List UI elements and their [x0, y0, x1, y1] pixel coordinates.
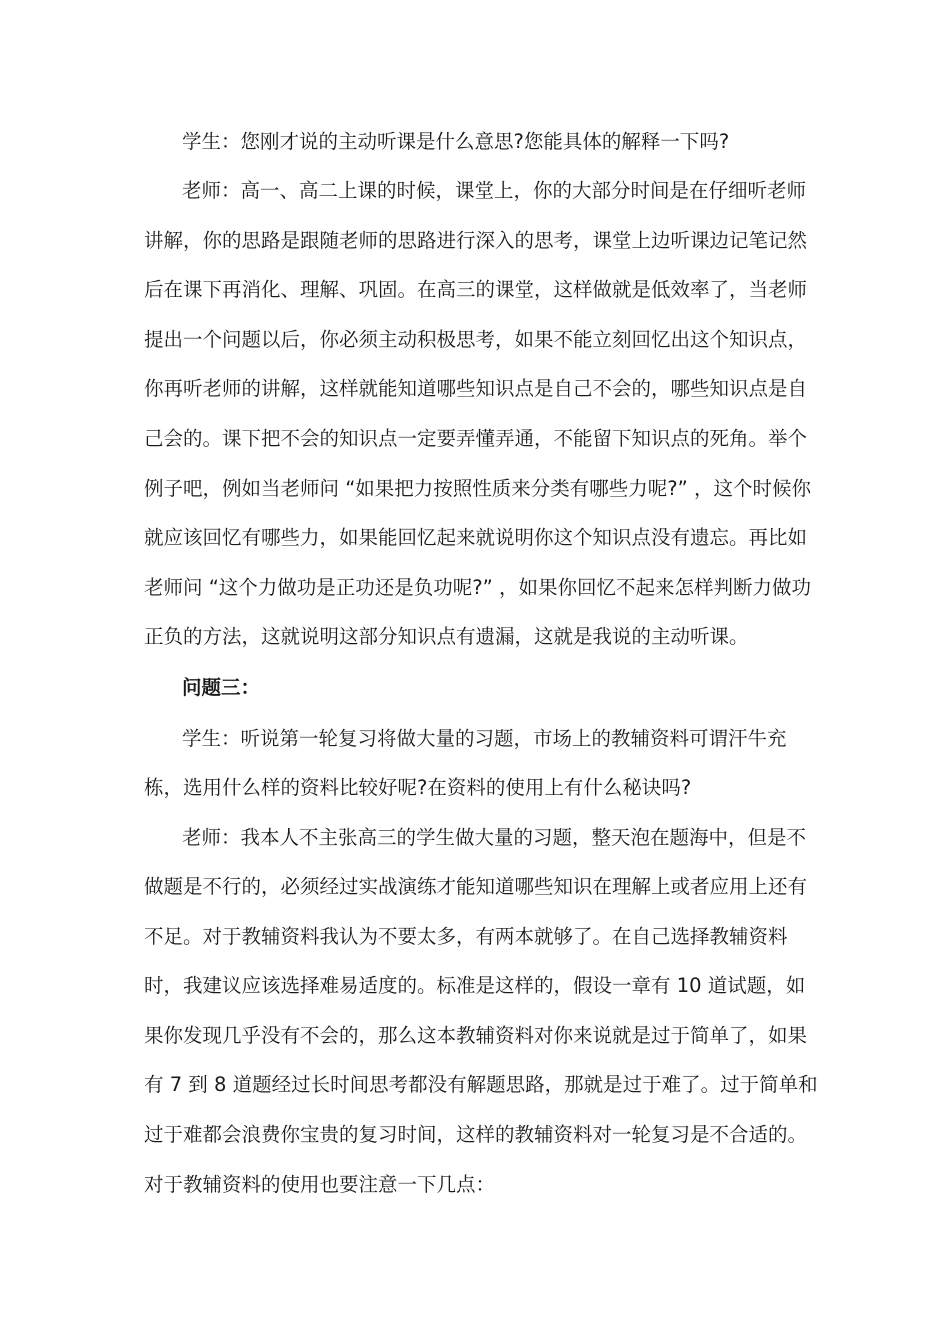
paragraph-teacher-answer-line: 老师：我本人不主张高三的学生做大量的习题，整天泡在题海中，但是不 — [182, 826, 807, 849]
text-line: 时，我建议应该选择难易适度的。标准是这样的，假设一章有 10 道试题，如 — [144, 974, 806, 997]
text-line: 老师问 “这个力做功是正功还是负功呢?” ，如果你回忆不起来怎样判断力做功 — [144, 576, 811, 599]
text-line: 过于难都会浪费你宝贵的复习时间，这样的教辅资料对一轮复习是不合适的。 — [144, 1123, 808, 1146]
text-line: 对于教辅资料的使用也要注意一下几点： — [144, 1173, 496, 1196]
section-heading: 问题三： — [182, 676, 261, 699]
paragraph-student-question-line: 学生：听说第一轮复习将做大量的习题，市场上的教辅资料可谓汗牛充 — [182, 727, 787, 750]
paragraph-teacher-answer-line: 老师：高一、高二上课的时候，课堂上，你的大部分时间是在仔细听老师 — [182, 179, 807, 202]
text-line: 讲解，你的思路是跟随老师的思路进行深入的思考，课堂上边听课边记笔记然 — [144, 229, 808, 252]
paragraph-student-question-line: 学生：您刚才说的主动听课是什么意思?您能具体的解释一下吗? — [182, 130, 730, 153]
text-line: 做题是不行的，必须经过实战演练才能知道哪些知识在理解上或者应用上还有 — [144, 875, 808, 898]
text-line: 不足。对于教辅资料我认为不要太多，有两本就够了。在自己选择教辅资料 — [144, 925, 788, 948]
text-line: 后在课下再消化、理解、巩固。在高三的课堂，这样做就是低效率了，当老师 — [144, 278, 808, 301]
text-line: 己会的。课下把不会的知识点一定要弄懂弄通，不能留下知识点的死角。举个 — [144, 427, 808, 450]
text-line: 提出一个问题以后，你必须主动积极思考，如果不能立刻回忆出这个知识点， — [144, 328, 808, 351]
text-line: 果你发现几乎没有不会的，那么这本教辅资料对你来说就是过于简单了，如果 — [144, 1024, 808, 1047]
text-line: 例子吧，例如当老师问 “如果把力按照性质来分类有哪些力呢?” ，这个时候你 — [144, 477, 811, 500]
text-line: 栋，选用什么样的资料比较好呢?在资料的使用上有什么秘诀吗? — [144, 776, 692, 799]
text-line: 有 7 到 8 道题经过长时间思考都没有解题思路，那就是过于难了。过于简单和 — [144, 1073, 818, 1096]
text-line: 就应该回忆有哪些力，如果能回忆起来就说明你这个知识点没有遗忘。再比如 — [144, 526, 808, 549]
text-line: 正负的方法，这就说明这部分知识点有遗漏，这就是我说的主动听课。 — [144, 625, 749, 648]
text-line: 你再听老师的讲解，这样就能知道哪些知识点是自己不会的，哪些知识点是自 — [144, 377, 808, 400]
